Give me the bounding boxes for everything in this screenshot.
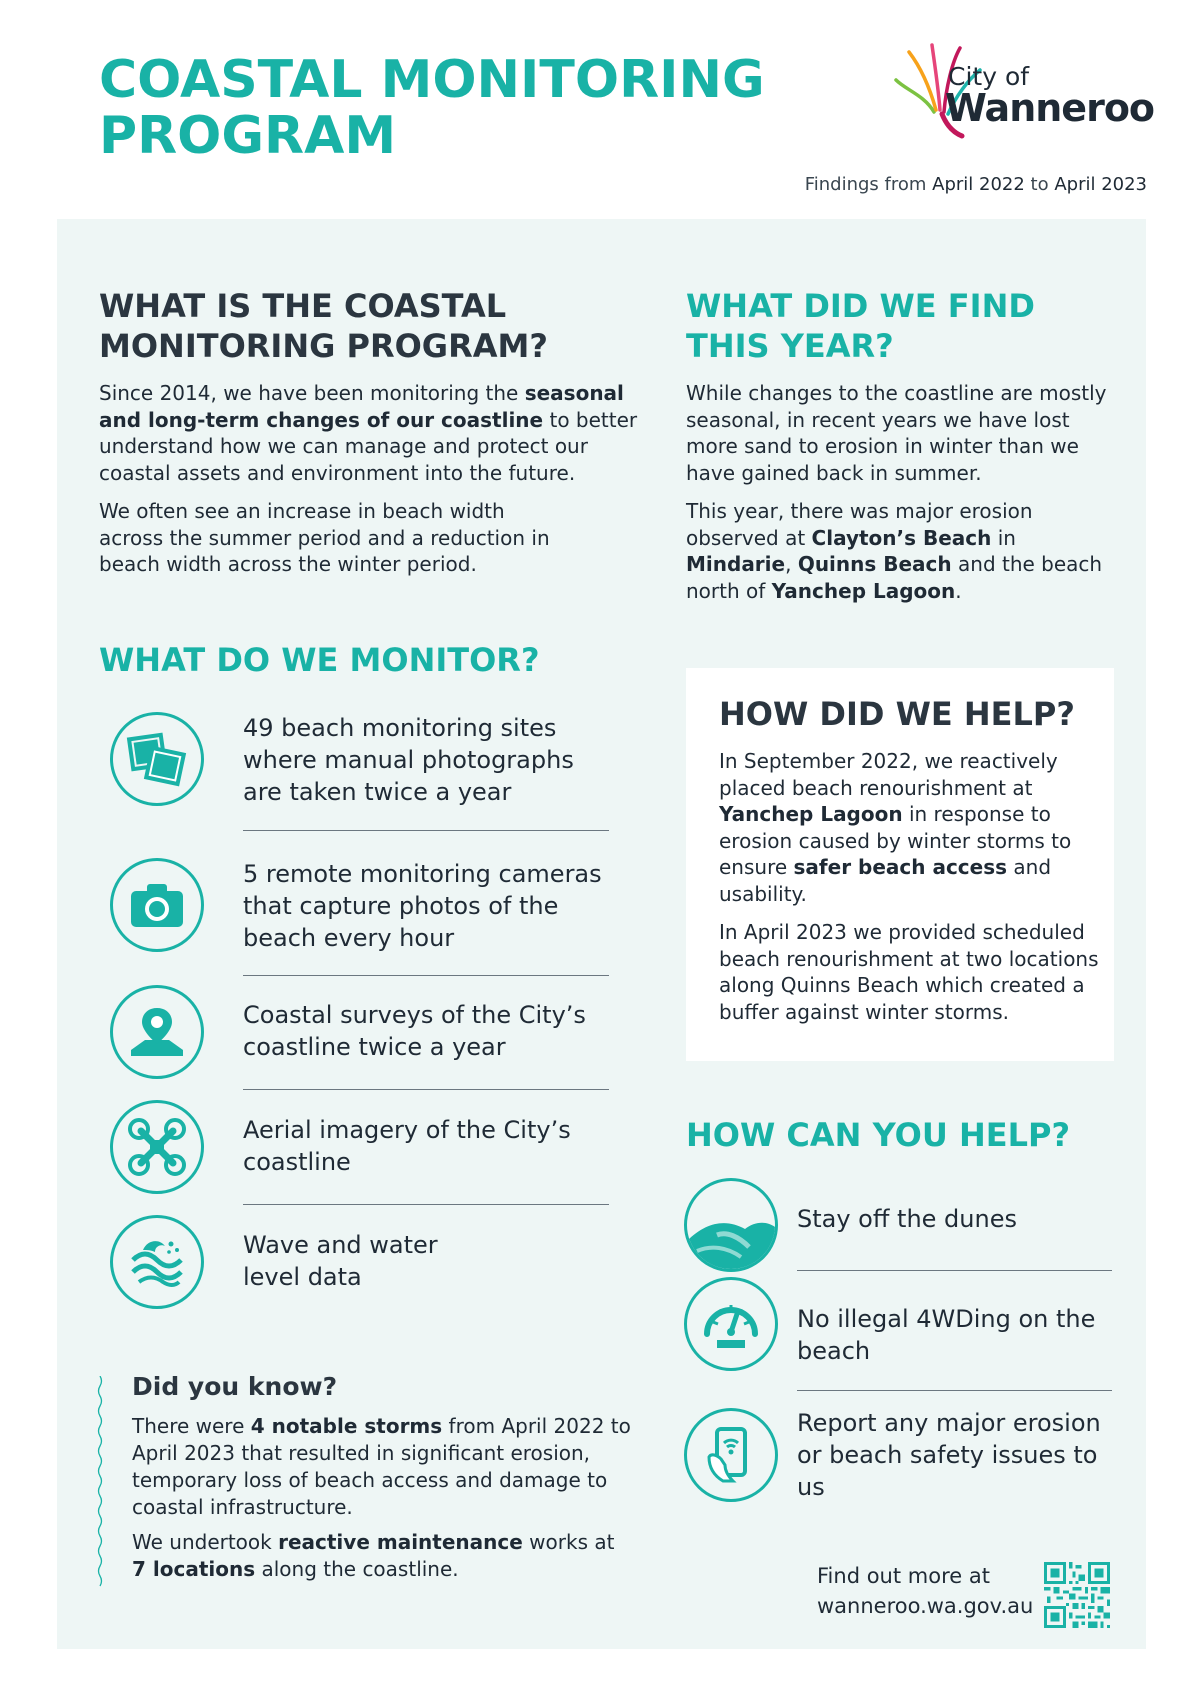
drone-icon	[110, 1100, 204, 1194]
monitor-item-text: Coastal surveys of the City’s coastline twice a year	[243, 1001, 586, 1061]
did-you-know-section	[132, 1371, 632, 1583]
findings-range: Findings from April 2022 to April 2023	[804, 174, 1147, 195]
wavy-line-icon	[97, 1376, 103, 1591]
website-link[interactable]: wanneroo.wa.gov.au	[817, 1594, 1034, 1618]
title-line-2: PROGRAM	[99, 106, 397, 166]
what-is-heading: WHAT IS THE COASTAL MONITORING PROGRAM?	[99, 287, 548, 365]
did-you-know-heading: Did you know?	[132, 1372, 338, 1401]
what-find-section	[686, 286, 1116, 604]
findings-start: April 2022	[932, 174, 1025, 195]
did-you-know-paragraph-2: We undertook reactive maintenance works at 7 locations along the coastline.	[132, 1530, 615, 1581]
title-line-1: COASTAL MONITORING	[99, 50, 765, 110]
divider	[797, 1390, 1112, 1391]
qr-code-icon[interactable]	[1044, 1562, 1110, 1628]
logo-city-text: City of	[948, 62, 1030, 91]
find-out-more-label: Find out more at	[817, 1564, 990, 1588]
what-is-section	[99, 286, 659, 578]
what-find-paragraph-1: While changes to the coastline are mostly seasonal, in recent years we have lost more sand to erosion in winter than we have gained back in summer.	[686, 381, 1107, 485]
monitor-item-text: 5 remote monitoring cameras that capture photos of the beach every hour	[243, 860, 602, 952]
did-you-know-paragraph-1: There were 4 notable storms from April 2022 to April 2023 that resulted in significant erosion, temporary loss of beach access and damage to coastal infrastructure.	[132, 1414, 631, 1519]
how-did-paragraph-2: In April 2023 we provided scheduled beach renourishment at two locations along Quinns Beach which created a buffer against winter storms.	[719, 920, 1099, 1024]
wave-icon	[110, 1215, 204, 1309]
how-did-section	[719, 694, 1099, 1025]
monitor-heading: WHAT DO WE MONITOR?	[99, 641, 540, 679]
divider	[797, 1270, 1112, 1271]
how-did-heading: HOW DID WE HELP?	[719, 695, 1075, 733]
divider	[243, 1204, 609, 1205]
photographs-icon	[110, 712, 204, 806]
what-is-paragraph-1: Since 2014, we have been monitoring the seasonal and long-term changes of our coastline to better understand how we can manage and protect our coastal assets and environment into the future.	[99, 381, 638, 485]
how-can-item-text: No illegal 4WDing on the beach	[797, 1305, 1096, 1365]
what-find-paragraph-2: This year, there was major erosion observed at Clayton’s Beach in Mindarie, Quinns Beach and the beach north of Yanchep Lagoon.	[686, 499, 1103, 603]
how-can-heading: HOW CAN YOU HELP?	[686, 1116, 1070, 1154]
dunes-icon	[684, 1178, 778, 1272]
monitor-item-text: Wave and water level data	[243, 1231, 438, 1291]
divider	[243, 1089, 609, 1090]
monitor-item-text: 49 beach monitoring sites where manual photographs are taken twice a year	[243, 714, 574, 806]
how-can-item-text: Report any major erosion or beach safety issues to us	[797, 1409, 1101, 1501]
divider	[243, 975, 609, 976]
what-is-paragraph-2: We often see an increase in beach width across the summer period and a reduction in beach width across the winter period.	[99, 499, 550, 576]
find-out-more	[817, 1561, 1033, 1621]
divider	[243, 830, 609, 831]
map-pin-icon	[110, 985, 204, 1079]
how-can-item-text: Stay off the dunes	[797, 1205, 1017, 1233]
speedometer-icon	[684, 1277, 778, 1371]
phone-report-icon	[684, 1408, 778, 1502]
camera-icon	[110, 858, 204, 952]
logo-name-text: Wanneroo	[945, 86, 1155, 130]
page-title	[99, 52, 799, 164]
findings-end: April 2023	[1054, 174, 1147, 195]
how-did-paragraph-1: In September 2022, we reactively placed beach renourishment at Yanchep Lagoon in response to erosion caused by winter storms to ensure safer beach access and usability.	[719, 749, 1072, 906]
monitor-item-text: Aerial imagery of the City’s coastline	[243, 1116, 571, 1176]
what-find-heading: WHAT DID WE FIND THIS YEAR?	[686, 287, 1035, 365]
